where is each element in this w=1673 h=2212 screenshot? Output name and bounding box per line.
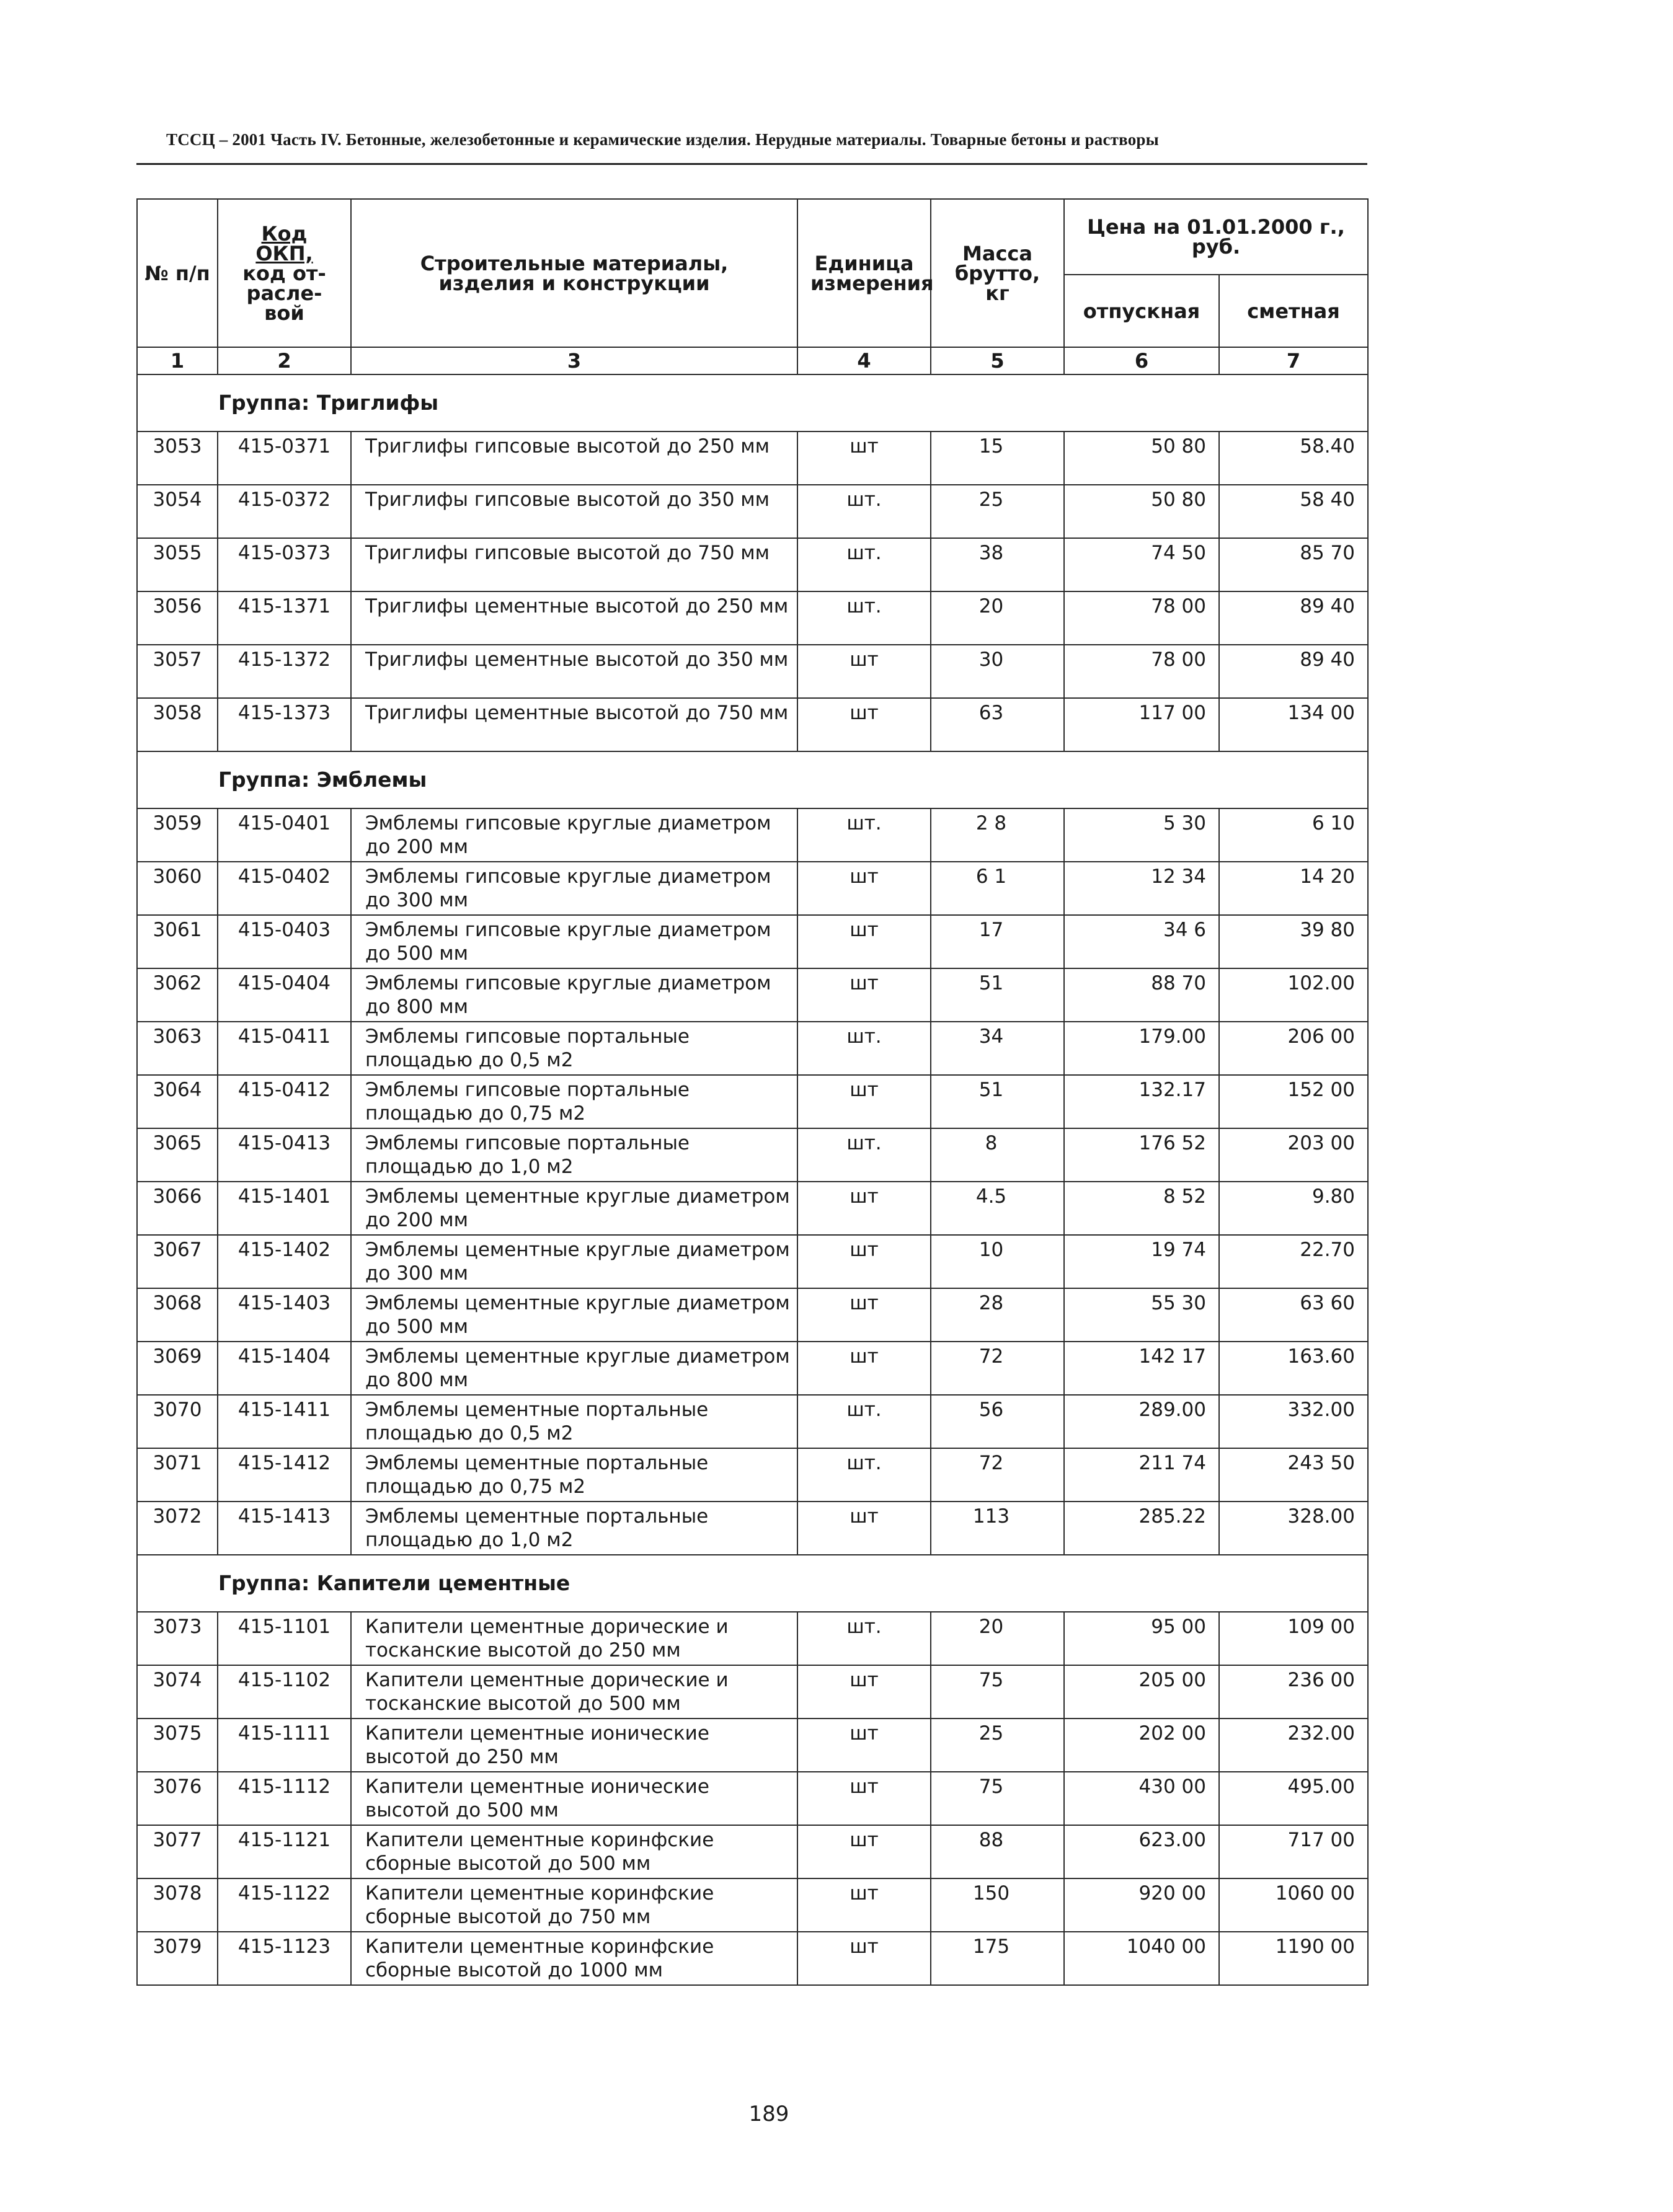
estimate-price: 236 00	[1219, 1665, 1368, 1719]
release-price: 12 34	[1064, 862, 1219, 915]
row-number: 3069	[137, 1342, 218, 1395]
table-row	[137, 1719, 1368, 1772]
okp-code: 415-1403	[218, 1288, 351, 1342]
gross-mass: 150	[931, 1878, 1064, 1932]
release-price: 179.00	[1064, 1022, 1219, 1075]
table-row	[137, 645, 1368, 698]
material-name: Капители цементные ионические высотой до 500 мм	[351, 1772, 797, 1825]
material-name: Эмблемы цементные круглые диаметром до 500 мм	[351, 1288, 797, 1342]
material-name: Эмблемы гипсовые круглые диаметром до 500 мм	[351, 915, 797, 968]
row-number: 3058	[137, 698, 218, 751]
table-row	[137, 1235, 1368, 1288]
material-name: Эмблемы цементные портальные площадью до 0,5 м2	[351, 1395, 797, 1448]
material-name: Триглифы гипсовые высотой до 350 мм	[351, 485, 797, 538]
release-price: 1040 00	[1064, 1932, 1219, 1985]
material-name: Эмблемы цементные портальные площадью до 0,75 м2	[351, 1448, 797, 1502]
table-row	[137, 1932, 1368, 1985]
unit-of-measure: шт	[797, 1342, 931, 1395]
row-number: 3073	[137, 1612, 218, 1665]
okp-code: 415-1404	[218, 1342, 351, 1395]
row-number: 3055	[137, 538, 218, 591]
okp-code: 415-1373	[218, 698, 351, 751]
col-header-unit: Единица измерения	[797, 199, 931, 347]
col-number-3: 3	[351, 347, 797, 374]
estimate-price: 328.00	[1219, 1502, 1368, 1555]
material-name: Капители цементные коринфские сборные высотой до 750 мм	[351, 1878, 797, 1932]
row-number: 3078	[137, 1878, 218, 1932]
release-price: 211 74	[1064, 1448, 1219, 1502]
col-number-5: 5	[931, 347, 1064, 374]
material-name: Капители цементные дорические и тосканские высотой до 500 мм	[351, 1665, 797, 1719]
release-price: 623.00	[1064, 1825, 1219, 1878]
unit-of-measure: шт.	[797, 1448, 931, 1502]
okp-code: 415-1372	[218, 645, 351, 698]
unit-of-measure: шт	[797, 645, 931, 698]
okp-code: 415-1121	[218, 1825, 351, 1878]
unit-of-measure: шт	[797, 1502, 931, 1555]
okp-code: 415-1402	[218, 1235, 351, 1288]
release-price: 176 52	[1064, 1128, 1219, 1182]
col-header-code	[218, 199, 351, 347]
okp-code: 415-0413	[218, 1128, 351, 1182]
table-row	[137, 915, 1368, 968]
okp-code: 415-0401	[218, 808, 351, 862]
gross-mass: 88	[931, 1825, 1064, 1878]
group-header-row	[137, 374, 1368, 431]
unit-of-measure: шт	[797, 862, 931, 915]
material-name: Эмблемы гипсовые портальные площадью до 1,0 м2	[351, 1128, 797, 1182]
gross-mass: 4.5	[931, 1182, 1064, 1235]
col-header-code-line4: расле-	[246, 281, 322, 305]
table-row	[137, 968, 1368, 1022]
row-number: 3076	[137, 1772, 218, 1825]
release-price: 74 50	[1064, 538, 1219, 591]
material-name: Капители цементные коринфские сборные высотой до 500 мм	[351, 1825, 797, 1878]
estimate-price: 232.00	[1219, 1719, 1368, 1772]
gross-mass: 38	[931, 538, 1064, 591]
gross-mass: 30	[931, 645, 1064, 698]
col-header-name: Строительные материалы, изделия и конструкции	[351, 199, 797, 347]
estimate-price: 63 60	[1219, 1288, 1368, 1342]
okp-code: 415-1413	[218, 1502, 351, 1555]
col-header-code-line1: Код	[261, 221, 308, 246]
okp-code: 415-0372	[218, 485, 351, 538]
col-header-code-line5: вой	[264, 301, 304, 325]
table-row	[137, 1395, 1368, 1448]
table-row	[137, 1022, 1368, 1075]
unit-of-measure: шт	[797, 1288, 931, 1342]
release-price: 78 00	[1064, 591, 1219, 645]
row-number: 3057	[137, 645, 218, 698]
gross-mass: 72	[931, 1448, 1064, 1502]
estimate-price: 152 00	[1219, 1075, 1368, 1128]
release-price: 132.17	[1064, 1075, 1219, 1128]
release-price: 920 00	[1064, 1878, 1219, 1932]
gross-mass: 20	[931, 1612, 1064, 1665]
release-price: 289.00	[1064, 1395, 1219, 1448]
estimate-price: 39 80	[1219, 915, 1368, 968]
estimate-price: 163.60	[1219, 1342, 1368, 1395]
table-row	[137, 538, 1368, 591]
page-number: 189	[748, 2102, 789, 2126]
material-name: Эмблемы гипсовые круглые диаметром до 800 мм	[351, 968, 797, 1022]
unit-of-measure: шт	[797, 698, 931, 751]
unit-of-measure: шт.	[797, 1395, 931, 1448]
table-row	[137, 1825, 1368, 1878]
gross-mass: 113	[931, 1502, 1064, 1555]
table-row	[137, 1075, 1368, 1128]
header-rule	[136, 163, 1367, 165]
unit-of-measure: шт	[797, 915, 931, 968]
estimate-price: 206 00	[1219, 1022, 1368, 1075]
row-number: 3071	[137, 1448, 218, 1502]
release-price: 50 80	[1064, 431, 1219, 485]
unit-of-measure: шт.	[797, 1128, 931, 1182]
table-row	[137, 591, 1368, 645]
row-number: 3072	[137, 1502, 218, 1555]
okp-code: 415-0404	[218, 968, 351, 1022]
okp-code: 415-1411	[218, 1395, 351, 1448]
table-row	[137, 1342, 1368, 1395]
unit-of-measure: шт	[797, 1825, 931, 1878]
gross-mass: 75	[931, 1772, 1064, 1825]
release-price: 19 74	[1064, 1235, 1219, 1288]
row-number: 3065	[137, 1128, 218, 1182]
material-name: Эмблемы гипсовые круглые диаметром до 200 мм	[351, 808, 797, 862]
material-name: Эмблемы гипсовые портальные площадью до 0,75 м2	[351, 1075, 797, 1128]
release-price: 430 00	[1064, 1772, 1219, 1825]
release-price: 78 00	[1064, 645, 1219, 698]
row-number: 3056	[137, 591, 218, 645]
row-number: 3054	[137, 485, 218, 538]
estimate-price: 58.40	[1219, 431, 1368, 485]
unit-of-measure: шт	[797, 1182, 931, 1235]
okp-code: 415-0412	[218, 1075, 351, 1128]
okp-code: 415-0402	[218, 862, 351, 915]
col-header-mass: Масса брутто, кг	[931, 199, 1064, 347]
running-header: ТССЦ – 2001 Часть IV. Бетонные, железобетонные и керамические изделия. Нерудные материалы. Товарные бетоны и растворы	[166, 130, 1159, 149]
group-header-row	[137, 1555, 1368, 1612]
release-price: 8 52	[1064, 1182, 1219, 1235]
estimate-price: 102.00	[1219, 968, 1368, 1022]
col-header-price: Цена на 01.01.2000 г., руб.	[1064, 199, 1368, 275]
unit-of-measure: шт	[797, 1772, 931, 1825]
unit-of-measure: шт.	[797, 1612, 931, 1665]
table-row	[137, 1128, 1368, 1182]
gross-mass: 175	[931, 1932, 1064, 1985]
table-row	[137, 485, 1368, 538]
col-number-6: 6	[1064, 347, 1219, 374]
material-name: Эмблемы цементные портальные площадью до 1,0 м2	[351, 1502, 797, 1555]
table-row	[137, 1448, 1368, 1502]
material-name: Триглифы цементные высотой до 350 мм	[351, 645, 797, 698]
material-name: Триглифы гипсовые высотой до 750 мм	[351, 538, 797, 591]
row-number: 3059	[137, 808, 218, 862]
gross-mass: 20	[931, 591, 1064, 645]
gross-mass: 56	[931, 1395, 1064, 1448]
okp-code: 415-1401	[218, 1182, 351, 1235]
okp-code: 415-0411	[218, 1022, 351, 1075]
material-name: Капители цементные ионические высотой до 250 мм	[351, 1719, 797, 1772]
okp-code: 415-1122	[218, 1878, 351, 1932]
table-row	[137, 1878, 1368, 1932]
release-price: 117 00	[1064, 698, 1219, 751]
row-number: 3062	[137, 968, 218, 1022]
unit-of-measure: шт	[797, 968, 931, 1022]
unit-of-measure: шт	[797, 1075, 931, 1128]
group-title: Группа: Эмблемы	[137, 751, 1368, 808]
estimate-price: 1060 00	[1219, 1878, 1368, 1932]
material-name: Эмблемы цементные круглые диаметром до 300 мм	[351, 1235, 797, 1288]
estimate-price: 332.00	[1219, 1395, 1368, 1448]
estimate-price: 717 00	[1219, 1825, 1368, 1878]
table-row	[137, 431, 1368, 485]
okp-code: 415-1112	[218, 1772, 351, 1825]
row-number: 3053	[137, 431, 218, 485]
unit-of-measure: шт	[797, 1932, 931, 1985]
estimate-price: 89 40	[1219, 645, 1368, 698]
material-name: Эмблемы гипсовые портальные площадью до 0,5 м2	[351, 1022, 797, 1075]
row-number: 3063	[137, 1022, 218, 1075]
unit-of-measure: шт.	[797, 538, 931, 591]
gross-mass: 25	[931, 1719, 1064, 1772]
gross-mass: 15	[931, 431, 1064, 485]
col-number-1: 1	[137, 347, 218, 374]
estimate-price: 58 40	[1219, 485, 1368, 538]
col-header-price-release: отпускная	[1064, 275, 1219, 347]
release-price: 205 00	[1064, 1665, 1219, 1719]
material-name: Триглифы цементные высотой до 750 мм	[351, 698, 797, 751]
row-number: 3067	[137, 1235, 218, 1288]
gross-mass: 51	[931, 968, 1064, 1022]
estimate-price: 89 40	[1219, 591, 1368, 645]
estimate-price: 85 70	[1219, 538, 1368, 591]
table-row	[137, 1502, 1368, 1555]
material-name: Эмблемы гипсовые круглые диаметром до 300 мм	[351, 862, 797, 915]
table-row	[137, 698, 1368, 751]
material-name: Капители цементные коринфские сборные высотой до 1000 мм	[351, 1932, 797, 1985]
material-name: Эмблемы цементные круглые диаметром до 800 мм	[351, 1342, 797, 1395]
col-header-no: № п/п	[137, 199, 218, 347]
okp-code: 415-1371	[218, 591, 351, 645]
col-header-code-line3: код от-	[242, 261, 326, 285]
release-price: 50 80	[1064, 485, 1219, 538]
group-title: Группа: Триглифы	[137, 374, 1368, 431]
unit-of-measure: шт.	[797, 485, 931, 538]
okp-code: 415-1412	[218, 1448, 351, 1502]
gross-mass: 28	[931, 1288, 1064, 1342]
release-price: 285.22	[1064, 1502, 1219, 1555]
row-number: 3075	[137, 1719, 218, 1772]
unit-of-measure: шт	[797, 1878, 931, 1932]
table-row	[137, 1665, 1368, 1719]
okp-code: 415-0403	[218, 915, 351, 968]
material-name: Эмблемы цементные круглые диаметром до 200 мм	[351, 1182, 797, 1235]
col-number-2: 2	[218, 347, 351, 374]
group-header-row	[137, 751, 1368, 808]
estimate-price: 109 00	[1219, 1612, 1368, 1665]
okp-code: 415-1123	[218, 1932, 351, 1985]
gross-mass: 51	[931, 1075, 1064, 1128]
okp-code: 415-1101	[218, 1612, 351, 1665]
table-row	[137, 862, 1368, 915]
gross-mass: 25	[931, 485, 1064, 538]
estimate-price: 203 00	[1219, 1128, 1368, 1182]
unit-of-measure: шт	[797, 431, 931, 485]
gross-mass: 72	[931, 1342, 1064, 1395]
unit-of-measure: шт.	[797, 1022, 931, 1075]
unit-of-measure: шт.	[797, 591, 931, 645]
col-header-code-line2: ОКП,	[255, 241, 313, 265]
price-table	[136, 198, 1369, 1986]
row-number: 3061	[137, 915, 218, 968]
gross-mass: 63	[931, 698, 1064, 751]
unit-of-measure: шт.	[797, 808, 931, 862]
material-name: Триглифы цементные высотой до 250 мм	[351, 591, 797, 645]
release-price: 88 70	[1064, 968, 1219, 1022]
col-number-7: 7	[1219, 347, 1368, 374]
row-number: 3068	[137, 1288, 218, 1342]
row-number: 3070	[137, 1395, 218, 1448]
gross-mass: 17	[931, 915, 1064, 968]
okp-code: 415-0371	[218, 431, 351, 485]
gross-mass: 34	[931, 1022, 1064, 1075]
col-number-4: 4	[797, 347, 931, 374]
release-price: 55 30	[1064, 1288, 1219, 1342]
estimate-price: 1190 00	[1219, 1932, 1368, 1985]
table-row	[137, 1612, 1368, 1665]
unit-of-measure: шт	[797, 1235, 931, 1288]
okp-code: 415-0373	[218, 538, 351, 591]
col-header-price-estimate: сметная	[1219, 275, 1368, 347]
row-number: 3074	[137, 1665, 218, 1719]
table-row	[137, 808, 1368, 862]
estimate-price: 6 10	[1219, 808, 1368, 862]
okp-code: 415-1102	[218, 1665, 351, 1719]
estimate-price: 22.70	[1219, 1235, 1368, 1288]
unit-of-measure: шт	[797, 1665, 931, 1719]
gross-mass: 75	[931, 1665, 1064, 1719]
unit-of-measure: шт	[797, 1719, 931, 1772]
release-price: 142 17	[1064, 1342, 1219, 1395]
estimate-price: 495.00	[1219, 1772, 1368, 1825]
okp-code: 415-1111	[218, 1719, 351, 1772]
table-row	[137, 1772, 1368, 1825]
table-body	[137, 374, 1368, 1985]
row-number: 3064	[137, 1075, 218, 1128]
group-title: Группа: Капители цементные	[137, 1555, 1368, 1612]
row-number: 3077	[137, 1825, 218, 1878]
material-name: Триглифы гипсовые высотой до 250 мм	[351, 431, 797, 485]
release-price: 202 00	[1064, 1719, 1219, 1772]
gross-mass: 8	[931, 1128, 1064, 1182]
row-number: 3066	[137, 1182, 218, 1235]
estimate-price: 9.80	[1219, 1182, 1368, 1235]
row-number: 3060	[137, 862, 218, 915]
gross-mass: 2 8	[931, 808, 1064, 862]
gross-mass: 6 1	[931, 862, 1064, 915]
estimate-price: 134 00	[1219, 698, 1368, 751]
release-price: 95 00	[1064, 1612, 1219, 1665]
release-price: 34 6	[1064, 915, 1219, 968]
price-table-container	[136, 198, 1367, 1986]
table-row	[137, 1288, 1368, 1342]
material-name: Капители цементные дорические и тосканские высотой до 250 мм	[351, 1612, 797, 1665]
release-price: 5 30	[1064, 808, 1219, 862]
gross-mass: 10	[931, 1235, 1064, 1288]
row-number: 3079	[137, 1932, 218, 1985]
estimate-price: 14 20	[1219, 862, 1368, 915]
estimate-price: 243 50	[1219, 1448, 1368, 1502]
table-row	[137, 1182, 1368, 1235]
